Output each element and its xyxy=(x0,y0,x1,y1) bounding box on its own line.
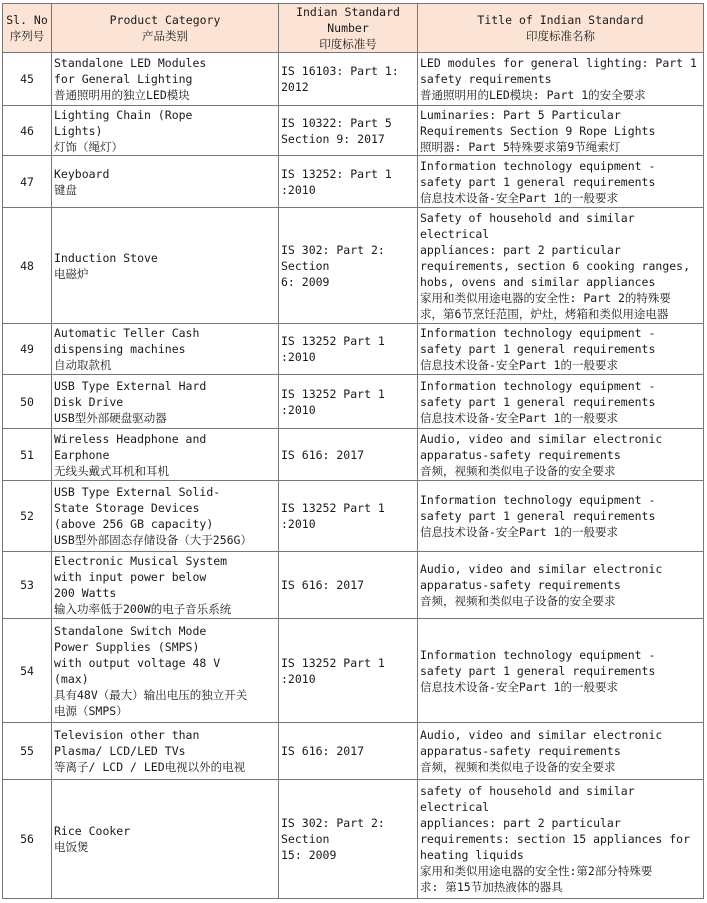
table-row xyxy=(3,481,704,552)
product-category-cell xyxy=(52,53,279,106)
category-text-line: 无线头戴式耳机和耳机 xyxy=(54,463,169,478)
product-category-cell xyxy=(52,481,279,552)
serial-number-cell: 48 xyxy=(3,208,52,324)
header-text-line: Number xyxy=(327,21,369,35)
title-text-line: appliances: part 2 particular xyxy=(420,242,621,257)
header-text-line: Title of Indian Standard xyxy=(477,13,644,27)
product-category-cell xyxy=(52,106,279,156)
header-text-line: 印度标准名称 xyxy=(526,29,595,43)
title-text-line: safety part 1 general requirements xyxy=(420,342,656,356)
title-text-line: 普通照明用的LED模块: Part 1的安全要求 xyxy=(420,88,646,102)
table-row xyxy=(3,723,704,780)
product-category-cell xyxy=(52,723,279,780)
category-text-line: 电源（SMPS） xyxy=(54,703,128,718)
table-row xyxy=(3,619,704,723)
title-text-line: electrical xyxy=(420,226,490,241)
standard-text-line: IS 616: 2017 xyxy=(281,447,365,462)
standard-title-cell xyxy=(418,723,704,780)
standard-text-line: Section xyxy=(281,832,330,846)
standard-number-cell xyxy=(279,208,418,324)
title-text-line: safety part 1 general requirements xyxy=(420,394,656,409)
standard-title-cell xyxy=(418,375,704,429)
title-text-line: Audio, video and similar electronic xyxy=(420,431,663,446)
standard-number-cell xyxy=(279,156,418,208)
standard-text-line: 2012 xyxy=(281,80,309,94)
standard-title-cell xyxy=(418,208,704,324)
product-category-cell xyxy=(52,156,279,208)
standard-number-cell xyxy=(279,53,418,106)
standard-text-line: IS 616: 2017 xyxy=(281,744,365,758)
title-text-line: 家用和类似用途电器的安全性: Part 2的特殊要 xyxy=(420,290,671,305)
title-text-line: Information technology equipment - xyxy=(420,326,656,340)
product-category-cell xyxy=(52,780,279,899)
product-category-cell xyxy=(52,208,279,324)
title-text-line: electrical xyxy=(420,800,490,814)
category-text-line: 电饭煲 xyxy=(54,840,89,854)
title-text-line: Information technology equipment - xyxy=(420,493,656,507)
category-text-line: 自动取款机 xyxy=(54,358,112,372)
standard-number-cell xyxy=(279,324,418,375)
standard-title-cell xyxy=(418,619,704,723)
serial-number-cell: 55 xyxy=(3,723,52,780)
table-row xyxy=(3,53,704,106)
standard-text-line: :2010 xyxy=(281,517,316,531)
standard-number-cell xyxy=(279,481,418,552)
category-text-line: Wireless Headphone and xyxy=(54,431,207,446)
category-text-line: Earphone xyxy=(54,447,110,462)
category-text-line: 灯饰（绳灯） xyxy=(54,139,123,154)
standard-number-cell xyxy=(279,552,418,619)
standard-title-cell xyxy=(418,481,704,552)
standard-text-line: :2010 xyxy=(281,182,316,197)
standard-text-line: IS 13252 Part 1 xyxy=(281,386,385,401)
serial-number-cell: 46 xyxy=(3,106,52,156)
title-text-line: 音频，视频和类似电子设备的安全要求 xyxy=(420,760,616,774)
product-category-cell xyxy=(52,375,279,429)
standard-text-line: Section 9: 2017 xyxy=(281,131,385,146)
header-text-line: Indian Standard xyxy=(296,5,400,19)
serial-number-cell: 49 xyxy=(3,324,52,375)
standard-text-line: IS 16103: Part 1: xyxy=(281,64,399,78)
category-text-line: Automatic Teller Cash xyxy=(54,326,200,340)
standard-text-line: IS 10322: Part 5 xyxy=(281,115,392,130)
title-text-line: 信息技术设备-安全Part 1的一般要求 xyxy=(420,190,618,205)
header-product-category xyxy=(52,4,279,53)
header-sl-no xyxy=(3,4,52,53)
table-row xyxy=(3,780,704,899)
category-text-line: 键盘 xyxy=(54,182,77,197)
serial-number-cell: 56 xyxy=(3,780,52,899)
category-text-line: Keyboard xyxy=(54,166,110,181)
serial-number-cell: 51 xyxy=(3,429,52,481)
category-text-line: (max) xyxy=(54,671,89,686)
header-standard-title xyxy=(418,4,704,53)
serial-number-cell: 50 xyxy=(3,375,52,429)
product-category-cell xyxy=(52,619,279,723)
title-text-line: requirements, section 6 cooking ranges, xyxy=(420,258,691,273)
product-category-cell xyxy=(52,552,279,619)
title-text-line: apparatus-safety requirements xyxy=(420,744,621,758)
table-row xyxy=(3,324,704,375)
table-body xyxy=(3,53,704,899)
category-text-line: Television other than xyxy=(54,728,200,742)
category-text-line: Electronic Musical System xyxy=(54,554,228,568)
title-text-line: LED modules for general lighting: Part 1 xyxy=(420,56,697,70)
title-text-line: 信息技术设备-安全Part 1的一般要求 xyxy=(420,525,618,539)
table-row xyxy=(3,156,704,208)
title-text-line: 家用和类似用途电器的安全性:第2部分特殊要 xyxy=(420,864,653,878)
title-text-line: 音频，视频和类似电子设备的安全要求 xyxy=(420,594,616,608)
table-row xyxy=(3,375,704,429)
category-text-line: Lights) xyxy=(54,123,103,138)
standard-title-cell xyxy=(418,106,704,156)
title-text-line: 信息技术设备-安全Part 1的一般要求 xyxy=(420,679,618,694)
category-text-line: with input power below xyxy=(54,570,207,584)
category-text-line: Induction Stove xyxy=(54,250,158,265)
title-text-line: Information technology equipment - xyxy=(420,158,656,173)
standard-text-line: :2010 xyxy=(281,402,316,417)
standard-number-cell xyxy=(279,780,418,899)
standard-text-line: Section xyxy=(281,258,330,273)
title-text-line: requirements: section 15 appliances for xyxy=(420,832,691,846)
title-text-line: apparatus-safety requirements xyxy=(420,447,621,462)
title-text-line: safety of household and similar xyxy=(420,784,635,798)
table-header-row xyxy=(3,4,704,53)
category-text-line: 电磁炉 xyxy=(54,266,89,281)
title-text-line: heating liquids xyxy=(420,848,524,862)
title-text-line: Luminaries: Part 5 Particular xyxy=(420,107,621,122)
category-text-line: USB Type External Solid- xyxy=(54,485,221,499)
category-text-line: Disk Drive xyxy=(54,394,124,409)
category-text-line: 200 Watts xyxy=(54,586,117,600)
header-text-line: Product Category xyxy=(109,13,221,27)
standard-title-cell xyxy=(418,324,704,375)
standard-title-cell xyxy=(418,53,704,106)
title-text-line: Information technology equipment - xyxy=(420,378,656,393)
standard-text-line: 6: 2009 xyxy=(281,274,330,289)
standard-text-line: IS 13252: Part 1 xyxy=(281,166,392,181)
serial-number-cell: 47 xyxy=(3,156,52,208)
standard-text-line: :2010 xyxy=(281,350,316,364)
serial-number-cell: 52 xyxy=(3,481,52,552)
standard-number-cell xyxy=(279,619,418,723)
standard-text-line: IS 13252 Part 1 xyxy=(281,334,385,348)
standard-text-line: IS 616: 2017 xyxy=(281,578,365,592)
standard-text-line: IS 13252 Part 1 xyxy=(281,501,385,515)
standard-number-cell xyxy=(279,375,418,429)
title-text-line: 照明器: Part 5特殊要求第9节绳索灯 xyxy=(420,139,621,154)
standard-number-cell xyxy=(279,429,418,481)
header-text-line: 印度标准号 xyxy=(319,37,377,51)
title-text-line: 音频，视频和类似电子设备的安全要求 xyxy=(420,463,616,478)
table-row xyxy=(3,429,704,481)
standard-title-cell xyxy=(418,780,704,899)
title-text-line: hobs, ovens and similar appliances xyxy=(420,274,656,289)
category-text-line: (above 256 GB capacity) xyxy=(54,517,214,531)
category-text-line: Standalone LED Modules xyxy=(54,56,207,70)
category-text-line: 普通照明用的独立LED模块 xyxy=(54,88,190,102)
category-text-line: for General Lighting xyxy=(54,72,193,86)
standard-number-cell xyxy=(279,106,418,156)
title-text-line: 求: 第15节加热液体的器具 xyxy=(420,880,563,894)
header-text-line: Sl. No xyxy=(6,13,48,27)
category-text-line: 等离子/ LCD / LED电视以外的电视 xyxy=(54,760,246,774)
category-text-line: with output voltage 48 V xyxy=(54,655,221,670)
header-text-line: 序列号 xyxy=(9,29,45,43)
standard-text-line: IS 302: Part 2: xyxy=(281,816,385,830)
standard-text-line: IS 13252 Part 1 xyxy=(281,655,385,670)
product-category-cell xyxy=(52,429,279,481)
title-text-line: 求，第6节烹饪范围，炉灶，烤箱和类似用途电器 xyxy=(420,306,669,321)
serial-number-cell: 53 xyxy=(3,552,52,619)
standard-text-line: 15: 2009 xyxy=(281,848,337,862)
category-text-line: Rice Cooker xyxy=(54,824,131,838)
standard-title-cell xyxy=(418,429,704,481)
title-text-line: safety part 1 general requirements xyxy=(420,663,656,678)
standard-title-cell xyxy=(418,156,704,208)
standard-text-line: IS 302: Part 2: xyxy=(281,242,385,257)
title-text-line: Information technology equipment - xyxy=(420,647,656,662)
title-text-line: 信息技术设备-安全Part 1的一般要求 xyxy=(420,358,618,372)
table-row xyxy=(3,208,704,324)
table-row xyxy=(3,106,704,156)
category-text-line: USB型外部硬盘驱动器 xyxy=(54,410,167,425)
category-text-line: 具有48V（最大）输出电压的独立开关 xyxy=(54,687,248,702)
product-category-cell xyxy=(52,324,279,375)
title-text-line: safety requirements xyxy=(420,72,552,86)
standard-number-cell xyxy=(279,723,418,780)
category-text-line: Plasma/ LCD/LED TVs xyxy=(54,744,186,758)
title-text-line: Audio, video and similar electronic xyxy=(420,728,663,742)
title-text-line: safety part 1 general requirements xyxy=(420,509,656,523)
category-text-line: dispensing machines xyxy=(54,342,186,356)
title-text-line: 信息技术设备-安全Part 1的一般要求 xyxy=(420,410,618,425)
header-text-line: 产品类别 xyxy=(142,29,188,43)
title-text-line: appliances: part 2 particular xyxy=(420,816,621,830)
title-text-line: Safety of household and similar xyxy=(420,210,635,225)
category-text-line: USB Type External Hard xyxy=(54,378,207,393)
standard-title-cell xyxy=(418,552,704,619)
category-text-line: USB型外部固态存储设备（大于256G） xyxy=(54,533,252,547)
standards-table xyxy=(2,3,704,899)
category-text-line: State Storage Devices xyxy=(54,501,200,515)
header-standard-number xyxy=(279,4,418,53)
category-text-line: Standalone Switch Mode xyxy=(54,623,207,638)
table-row xyxy=(3,552,704,619)
title-text-line: Audio, video and similar electronic xyxy=(420,562,663,576)
title-text-line: apparatus-safety requirements xyxy=(420,578,621,592)
standard-text-line: :2010 xyxy=(281,671,316,686)
title-text-line: safety part 1 general requirements xyxy=(420,174,656,189)
serial-number-cell: 45 xyxy=(3,53,52,106)
title-text-line: Requirements Section 9 Rope Lights xyxy=(420,123,656,138)
serial-number-cell: 54 xyxy=(3,619,52,723)
category-text-line: Lighting Chain (Rope xyxy=(54,107,193,122)
category-text-line: 输入功率低于200W的电子音乐系统 xyxy=(54,602,232,616)
category-text-line: Power Supplies (SMPS) xyxy=(54,639,200,654)
